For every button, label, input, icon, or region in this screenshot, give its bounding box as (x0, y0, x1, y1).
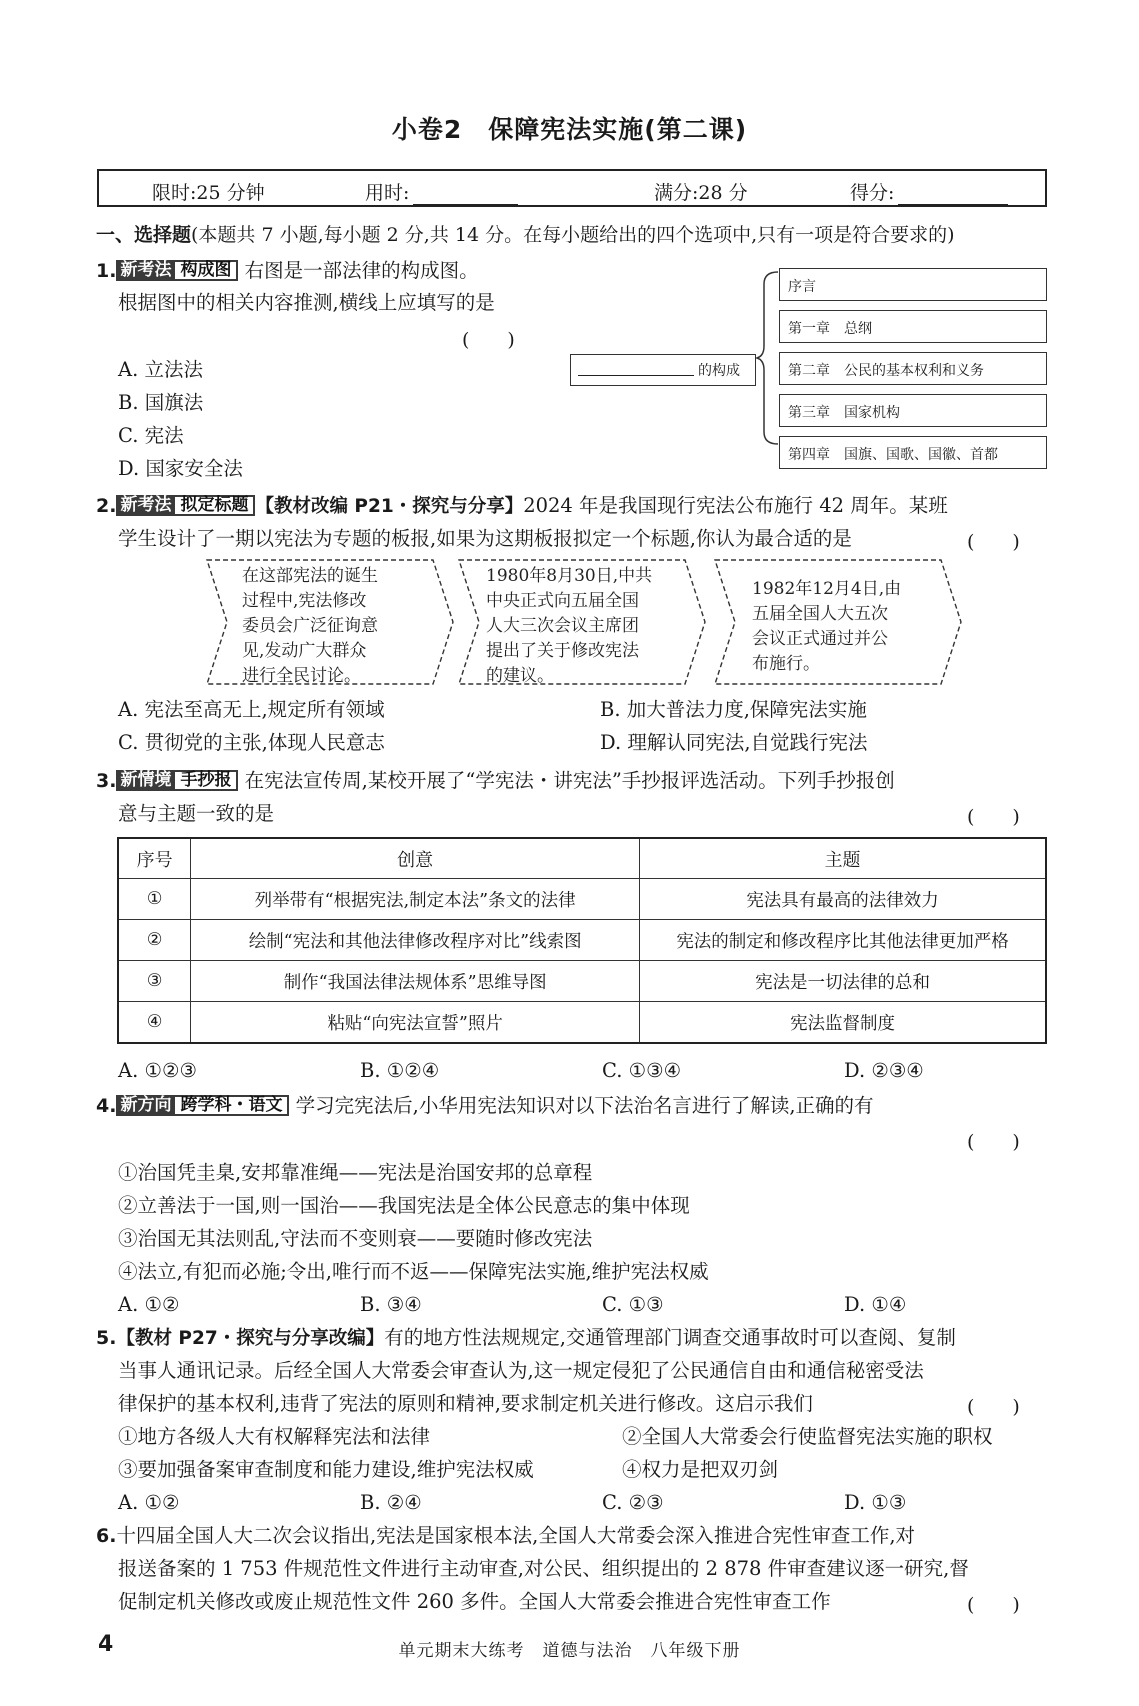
q5-source: 【教材 P27・探究与分享改编】 (116, 1328, 385, 1349)
q6-stem (96, 1524, 915, 1548)
q5-option-a: A. ①② (118, 1491, 180, 1514)
q1-option-b: B. 国旗法 (118, 391, 204, 414)
q4-item-3: ③治国无其法则乱,守法而不变则衰——要随时修改宪法 (118, 1227, 593, 1250)
q4-item-4: ④法立,有犯而必施;令出,唯行而不返——保障宪法实施,维护宪法权威 (118, 1260, 709, 1283)
q6-line1: 十四届全国人大二次会议指出,宪法是国家根本法,全国人大常委会深入推进合宪性审查工作,对 (116, 1524, 916, 1547)
q3-line1: 在宪法宣传周,某校开展了“学宪法・讲宪法”手抄报评选活动。下列手抄报创 (244, 769, 895, 792)
q1-tag-1: 新考法 (116, 260, 175, 281)
q1-option-a: A. 立法法 (118, 358, 203, 381)
q2-tag-2: 拟定标题 (175, 495, 255, 516)
q1-stem (96, 259, 479, 283)
q1-answer-blank: ( ) (462, 329, 515, 351)
table-cell: 绘制“宪法和其他法律修改程序对比”线索图 (191, 920, 640, 961)
q2-option-c: C. 贯彻党的主张,体现人民意志 (118, 731, 385, 754)
q1-option-d: D. 国家安全法 (118, 457, 243, 480)
q5-option-d: D. ①③ (844, 1491, 907, 1514)
q5-answer-blank: ( ) (967, 1396, 1020, 1418)
table-row (118, 961, 1046, 1002)
q2-card-3: 1982年12月4日,由 五届全国人大五次 会议正式通过并公 布施行。 (752, 579, 902, 674)
q5-number: 5. (96, 1327, 117, 1349)
q2-card-1: 在这部宪法的诞生 过程中,宪法修改 委员会广泛征询意 见,发动广大群众 进行全民讨论。 (242, 566, 378, 686)
q2-option-a: A. 宪法至高无上,规定所有领域 (118, 698, 385, 721)
q2-option-d: D. 理解认同宪法,自觉践行宪法 (600, 731, 868, 754)
q2-stem (96, 494, 948, 519)
q1-line1: 右图是一部法律的构成图。 (244, 259, 479, 282)
q6-line2: 报送备案的 1 753 件规范性文件进行主动审查,对公民、组织提出的 2 878 件审查建议逐一研究,督 (118, 1557, 969, 1580)
q2-card-2: 1980年8月30日,中共 中央正式向五届全国 人大三次会议主席团 提出了关于修改宪法 的建议。 (486, 566, 653, 686)
q5-line1: 有的地方性法规规定,交通管理部门调查交通事故时可以查阅、复制 (384, 1326, 956, 1349)
q4-tag-2: 跨学科・语文 (175, 1095, 289, 1116)
q5-item-4: ④权力是把双刃剑 (622, 1458, 779, 1481)
diagram-blank-line (578, 375, 694, 376)
q3-tag-2: 手抄报 (175, 770, 238, 791)
table-row (118, 879, 1046, 920)
table-cell: ① (118, 879, 191, 920)
q2-tag-1: 新考法 (116, 495, 175, 516)
q5-stem (96, 1326, 956, 1351)
q5-option-b: B. ②④ (360, 1491, 422, 1514)
q2-answer-blank: ( ) (967, 531, 1020, 553)
table-cell: 列举带有“根据宪法,制定本法”条文的法律 (191, 879, 640, 920)
q3-option-c: C. ①③④ (602, 1059, 682, 1082)
q5-line2: 当事人通讯记录。后经全国人大常委会审查认为,这一规定侵犯了公民通信自由和通信秘密受法 (118, 1359, 924, 1382)
page-number: 4 (98, 1632, 114, 1657)
diagram-item-ch1-label: 第一章 总纲 (788, 321, 872, 337)
q5-option-c: C. ②③ (602, 1491, 664, 1514)
q4-stem (96, 1094, 874, 1118)
q2-source: 【教材改编 P21・探究与分享】 (255, 496, 524, 517)
diagram-item-preface-label: 序言 (788, 279, 816, 295)
q1-option-c: C. 宪法 (118, 424, 184, 447)
q5-item-1: ①地方各级人大有权解释宪法和法律 (118, 1425, 431, 1448)
q3-answer-blank: ( ) (967, 806, 1020, 828)
table-header-row (118, 838, 1046, 879)
q5-item-3: ③要加强备案审查制度和能力建设,维护宪法权威 (118, 1458, 534, 1481)
page-title: 小卷2 保障宪法实施(第二课) (391, 115, 748, 144)
table-cell: 宪法是一切法律的总和 (640, 961, 1046, 1002)
q2-line2: 学生设计了一期以宪法为专题的板报,如果为这期板报拟定一个标题,你认为最合适的是 (118, 527, 852, 550)
diagram-root-label: 的构成 (698, 363, 740, 379)
table-cell: 宪法的制定和修改程序比其他法律更加严格 (640, 920, 1046, 961)
q2-option-b: B. 加大普法力度,保障宪法实施 (600, 698, 867, 721)
q3-stem (96, 769, 895, 793)
q3-option-d: D. ②③④ (844, 1059, 924, 1082)
diagram-item-ch2-label: 第二章 公民的基本权利和义务 (788, 363, 984, 379)
table-cell: 粘贴“向宪法宣誓”照片 (191, 1002, 640, 1044)
table-cell: 制作“我国法律法规体系”思维导图 (191, 961, 640, 1002)
q4-option-b: B. ③④ (360, 1293, 422, 1316)
q6-number: 6. (96, 1525, 117, 1547)
q4-tag-1: 新方向 (116, 1095, 175, 1116)
q3-option-a: A. ①②③ (118, 1059, 197, 1082)
time-limit: 限时:25 分钟 (152, 182, 265, 204)
q1-tag-2: 构成图 (175, 260, 238, 281)
q5-line3: 律保护的基本权利,违背了宪法的原则和精神,要求制定机关进行修改。这启示我们 (118, 1392, 813, 1415)
full-score: 满分:28 分 (654, 182, 748, 204)
table-header-cell: 序号 (118, 838, 191, 879)
q5-item-2: ②全国人大常委会行使监督宪法实施的职权 (622, 1425, 993, 1448)
q3-number: 3. (96, 770, 117, 792)
score: 得分: (850, 178, 1008, 205)
table-cell: 宪法监督制度 (640, 1002, 1046, 1044)
q3-table (117, 837, 1047, 1044)
q3-tag-1: 新情境 (116, 770, 175, 791)
q4-option-c: C. ①③ (602, 1293, 664, 1316)
q2-line1: 2024 年是我国现行宪法公布施行 42 周年。某班 (523, 494, 948, 517)
footer-text: 单元期末大练考 道德与法治 八年级下册 (398, 1641, 741, 1661)
table-cell: ④ (118, 1002, 191, 1044)
q6-answer-blank: ( ) (967, 1594, 1020, 1616)
q3-line2: 意与主题一致的是 (118, 802, 275, 825)
diagram-item-ch3-label: 第三章 国家机构 (788, 405, 900, 421)
diagram-item-preface (779, 268, 1047, 301)
q4-answer-blank: ( ) (967, 1131, 1020, 1153)
diagram-item-ch4-label: 第四章 国旗、国歌、国徽、首都 (788, 447, 998, 463)
table-cell: 宪法具有最高的法律效力 (640, 879, 1046, 920)
q4-option-d: D. ①④ (844, 1293, 907, 1316)
q4-item-2: ②立善法于一国,则一国治——我国宪法是全体公民意志的集中体现 (118, 1194, 690, 1217)
table-row (118, 1002, 1046, 1044)
table-header-cell: 主题 (640, 838, 1046, 879)
section-header: 一、选择题(本题共 7 小题,每小题 2 分,共 14 分。在每小题给出的四个选项中,只有一项是符合要求的) (96, 224, 955, 246)
table-header-cell: 创意 (191, 838, 640, 879)
q4-number: 4. (96, 1095, 117, 1117)
time-used: 用时: (365, 178, 518, 205)
diagram-brace (756, 270, 780, 446)
table-row (118, 920, 1046, 961)
q3-option-b: B. ①②④ (360, 1059, 440, 1082)
q1-line2: 根据图中的相关内容推测,横线上应填写的是 (118, 291, 495, 314)
q4-line1: 学习完宪法后,小华用宪法知识对以下法治名言进行了解读,正确的有 (295, 1094, 874, 1117)
q2-number: 2. (96, 495, 117, 517)
table-cell: ② (118, 920, 191, 961)
q6-line3: 促制定机关修改或废止规范性文件 260 多件。全国人大常委会推进合宪性审查工作 (118, 1590, 831, 1613)
q1-number: 1. (96, 260, 117, 282)
q4-option-a: A. ①② (118, 1293, 180, 1316)
q4-item-1: ①治国凭圭臬,安邦靠准绳——宪法是治国安邦的总章程 (118, 1161, 593, 1184)
table-cell: ③ (118, 961, 191, 1002)
